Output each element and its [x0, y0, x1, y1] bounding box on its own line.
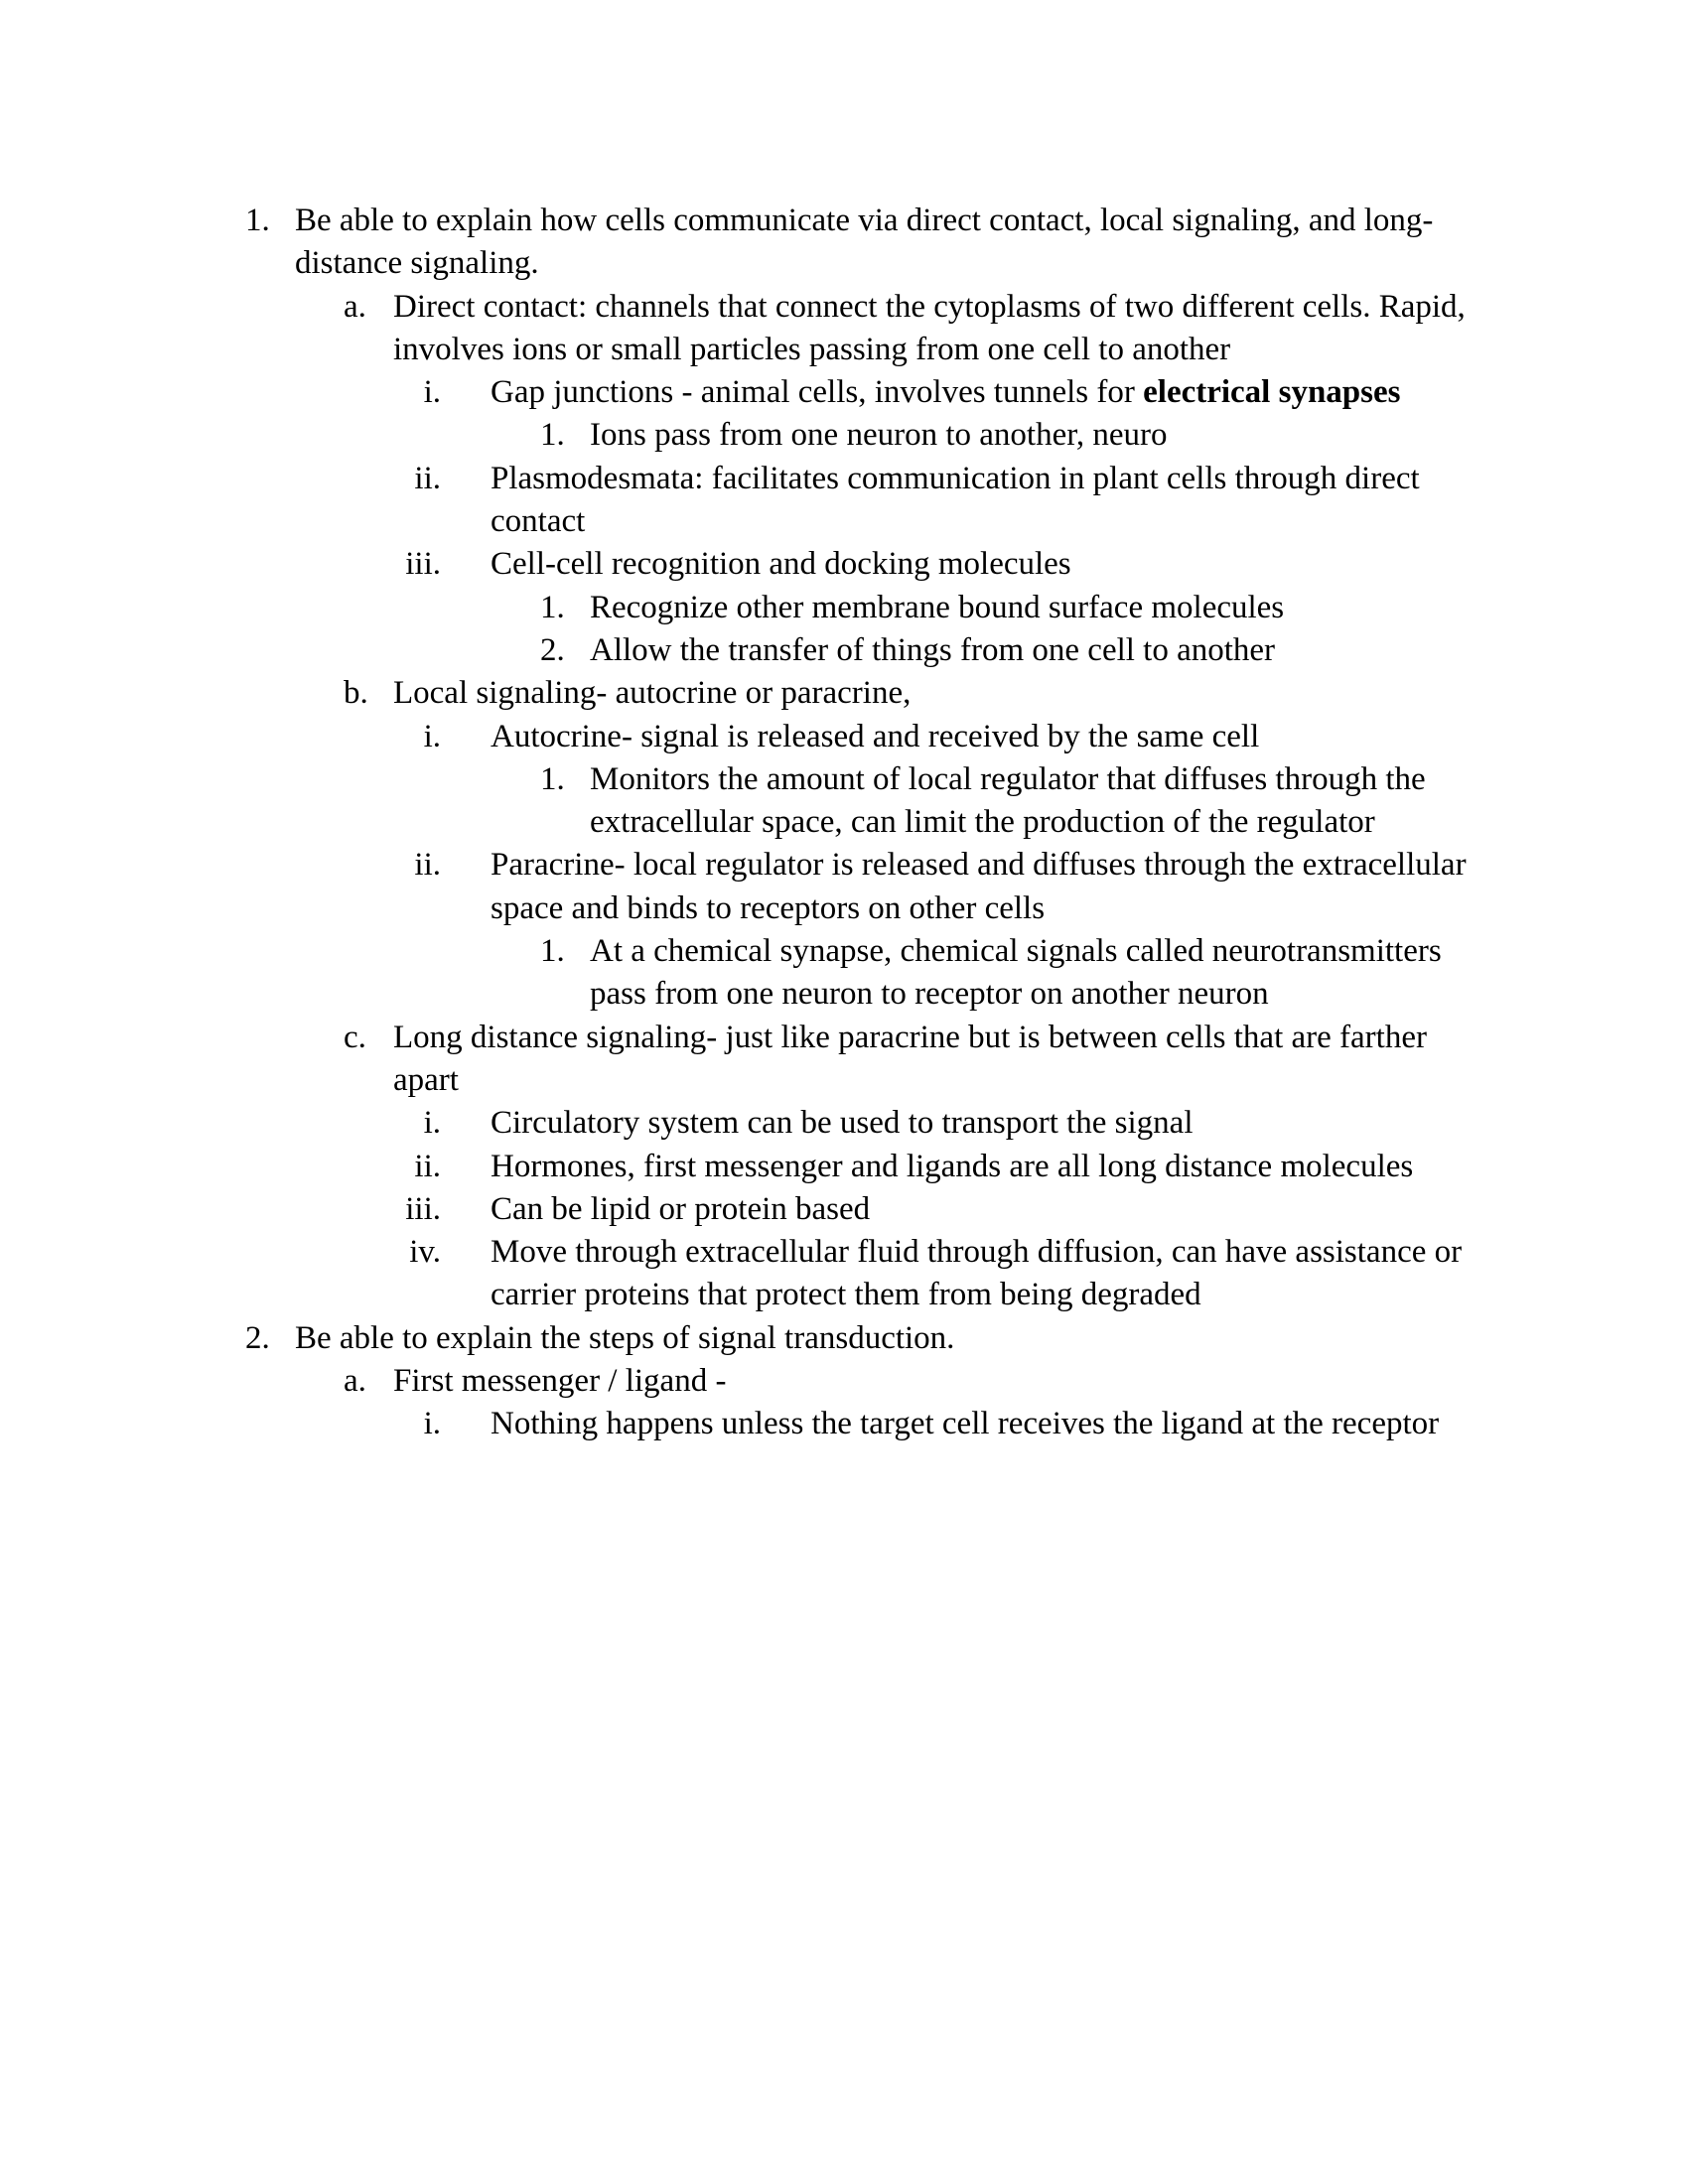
item-text-content: Paracrine- local regulator is released and diffuses through the extracellular space and binds to receptors on other cells [491, 847, 1467, 926]
list-marker: i. [423, 374, 441, 411]
outline-item-level-2 [0, 1017, 1688, 1103]
item-text [491, 543, 1472, 586]
item-text [590, 414, 1472, 457]
item-text [393, 672, 1472, 715]
item-text [491, 1146, 1472, 1188]
item-text [295, 1317, 1472, 1360]
list-marker: 1. [540, 760, 565, 797]
outline-item-level-3 [0, 844, 1688, 930]
item-text-content: Allow the transfer of things from one cell to another [590, 631, 1276, 668]
outline-item-level-4 [0, 758, 1688, 845]
outline-item-level-1 [0, 200, 1688, 286]
list-marker: 2. [540, 631, 565, 668]
list-marker: ii. [414, 847, 441, 884]
outline-item-level-3 [0, 716, 1688, 758]
outline-item-level-3 [0, 1231, 1688, 1317]
list-marker: iv. [409, 1234, 441, 1271]
list-marker: iii. [405, 546, 441, 583]
list-marker: 2. [245, 1319, 270, 1356]
bold-term: electrical synapses [1143, 374, 1401, 411]
item-text-content: Long distance signaling- just like paracrine but is between cells that are farther apart [393, 1019, 1427, 1098]
item-text [295, 200, 1472, 286]
document-outline [0, 200, 1688, 1446]
list-marker: 1. [540, 417, 565, 454]
outline-item-level-4 [0, 629, 1688, 672]
list-marker: a. [344, 288, 366, 325]
outline-item-level-2 [0, 672, 1688, 715]
item-text-content: Plasmodesmata: facilitates communication in plant cells through direct contact [491, 460, 1420, 540]
list-marker: b. [344, 675, 368, 712]
list-marker: iii. [405, 1190, 441, 1227]
list-marker: ii. [414, 1148, 441, 1184]
outline-item-level-3 [0, 1188, 1688, 1231]
item-text-content: Ions pass from one neuron to another, neuro [590, 417, 1168, 454]
outline-item-level-3 [0, 1403, 1688, 1445]
list-marker: ii. [414, 460, 441, 496]
item-text [590, 930, 1472, 1017]
item-text-content: At a chemical synapse, chemical signals called neurotransmitters pass from one neuron to receptor on another neuron [590, 933, 1442, 1013]
item-text-content: Circulatory system can be used to transport the signal [491, 1105, 1194, 1142]
item-text [590, 758, 1472, 845]
item-text [393, 286, 1472, 372]
list-marker: i. [423, 718, 441, 754]
item-text-content: Hormones, first messenger and ligands are all long distance molecules [491, 1148, 1414, 1184]
item-text [393, 1360, 1472, 1403]
item-text [491, 1231, 1472, 1317]
outline-item-level-3 [0, 1102, 1688, 1145]
outline-item-level-3 [0, 543, 1688, 586]
outline-item-level-3 [0, 1146, 1688, 1188]
item-text [491, 1102, 1472, 1145]
item-text-content: Be able to explain the steps of signal transduction. [295, 1319, 955, 1356]
outline-item-level-1 [0, 1317, 1688, 1360]
list-marker: a. [344, 1363, 366, 1400]
list-marker: 1. [245, 203, 270, 238]
item-text-content: Autocrine- signal is released and received by the same cell [491, 718, 1260, 754]
item-text [491, 458, 1472, 544]
item-text-content: Recognize other membrane bound surface molecules [590, 589, 1285, 625]
item-text [590, 629, 1472, 672]
outline-item-level-4 [0, 414, 1688, 457]
item-text-content: Be able to explain how cells communicate via direct contact, local signaling, and long-distance signaling. [295, 203, 1434, 282]
list-marker: 1. [540, 589, 565, 625]
item-text-content: Can be lipid or protein based [491, 1190, 871, 1227]
item-text [491, 1188, 1472, 1231]
item-text [590, 587, 1472, 629]
list-marker: c. [344, 1019, 366, 1055]
outline-item-level-4 [0, 587, 1688, 629]
item-text-content: Local signaling- autocrine or paracrine, [393, 675, 912, 712]
item-text [393, 1017, 1472, 1103]
outline-item-level-2 [0, 286, 1688, 372]
outline-item-level-3 [0, 371, 1688, 414]
item-text-content: Cell-cell recognition and docking molecules [491, 546, 1071, 583]
item-text-content: Gap junctions - animal cells, involves tunnels for [491, 374, 1144, 411]
item-text-content: Monitors the amount of local regulator that diffuses through the extracellular space, can limit the production of the regulator [590, 760, 1426, 841]
item-text [491, 716, 1472, 758]
item-text-content: First messenger / ligand - [393, 1363, 727, 1400]
item-text [491, 844, 1472, 930]
list-marker: i. [423, 1105, 441, 1142]
outline-item-level-3 [0, 458, 1688, 544]
outline-item-level-2 [0, 1360, 1688, 1403]
outline-item-level-4 [0, 930, 1688, 1017]
item-text-content: Direct contact: channels that connect the cytoplasms of two different cells. Rapid, involves ions or small particles passing from one cell to another [393, 288, 1466, 367]
item-text-content: Nothing happens unless the target cell receives the ligand at the receptor [491, 1406, 1440, 1442]
list-marker: i. [423, 1406, 441, 1442]
item-text-content: Move through extracellular fluid through diffusion, can have assistance or carrier proteins that protect them from being degraded [491, 1234, 1463, 1313]
item-text [491, 1403, 1472, 1445]
list-marker: 1. [540, 933, 565, 970]
item-text [491, 371, 1472, 414]
